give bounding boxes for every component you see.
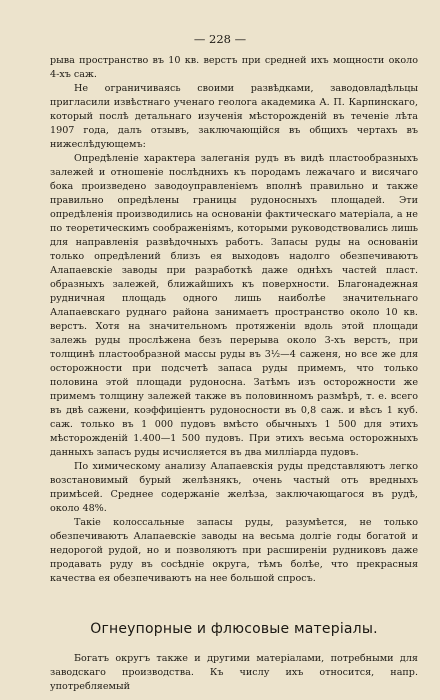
section-heading: Огнеупорные и флюсовые матеріалы. [90,621,378,637]
paragraph-experts: Не ограничиваясь своими развѣдками, заводовладѣльцы пригласили извѣстнаго ученаго геолога академика А. П. Карпинскаго, который послѣ детальнаго изученія мѣсторожденій въ теченіе лѣта 1907 года, далъ отзывъ, заключающійся въ общихъ чертахъ въ нижеслѣдующемъ: [50,83,418,150]
paragraph-reserves: Такіе колоссальные запасы руды, разумѣется, не только обезпечиваютъ Алапаевскіе заводы на весьма долгіе годы богатой и недорогой рудой, но и позволяютъ при расширеніи рудниковъ даже продавать руду въ сосѣдніе округа, тѣмъ болѣе, что прекрасныя качества ея обезпечиваютъ на нее большой спросъ. [50,517,418,584]
paragraph-chemical-analysis: По химическому анализу Алапаевскія руды представляютъ легко возстановимый бурый желѣзнякъ, очень частый отъ вредныхъ примѣсей. Среднее содержаніе желѣза, заключающагося въ рудѣ, около 48%. [50,461,418,514]
page-number: — 228 — [193,32,247,46]
paragraph-materials: Богатъ округъ также и другими матеріалами, потребными для заводскаго производства. Къ числу ихъ относится, напр. употребляемый [50,653,418,692]
body-text [50,54,418,586]
paragraph-conclusion: Опредѣленіе характера залеганія рудъ въ видѣ пластообразныхъ залежей и отношеніе послѣднихъ къ породамъ лежачаго и висячаго бока произведено заводоуправленіемъ вполнѣ правильно и также правильно опредѣлены границы рудоносныхъ площадей. Эти опредѣленія производились на основаніи фактическаго матеріала, а не по теоретическимъ соображеніямъ, которыми руководствовались лишь для направленія развѣдочныхъ работъ. Запасы руды на основаніи только опредѣлений близъ ея выходовъ надолго обезпечиваютъ Алапаевскіе заводы при разработкѣ даже однѣхъ частей пласт. образныхъ залежей, ближайшихъ къ поверхности. Благонадежная рудничная площадь одного лишь наиболѣе значительнаго Алапаевскаго руднаго района занимаетъ пространство около 10 кв. верстъ. Хотя на значительномъ протяженіи вдоль этой площади залежь руды прослѣжена безъ перерыва около 3-хъ верстъ, при толщинѣ пластообразной массы руды въ 3½—4 саженя, но все же для осторожности при подсчетѣ запаса руды примемъ, что только половина этой площади рудоносна. Затѣмъ изъ осторожности же примемъ толщину залежей также въ половинномъ размѣрѣ, т. е. всего въ двѣ сажени, коэффиціентъ рудоносности въ 0,8 саж. и вѣсъ 1 куб. саж. только въ 1 000 пудовъ вмѣсто обычныхъ 1 500 для этихъ мѣсторожденій 1.400—1 500 пудовъ. При этихъ весьма осторожныхъ данныхъ запасъ руды исчисляется въ два милліарда пудовъ. [50,153,418,458]
section-body [50,652,418,694]
paragraph-continuation: рыва пространство въ 10 кв. верстъ при средней ихъ мощности около 4-хъ саж. [50,55,418,80]
